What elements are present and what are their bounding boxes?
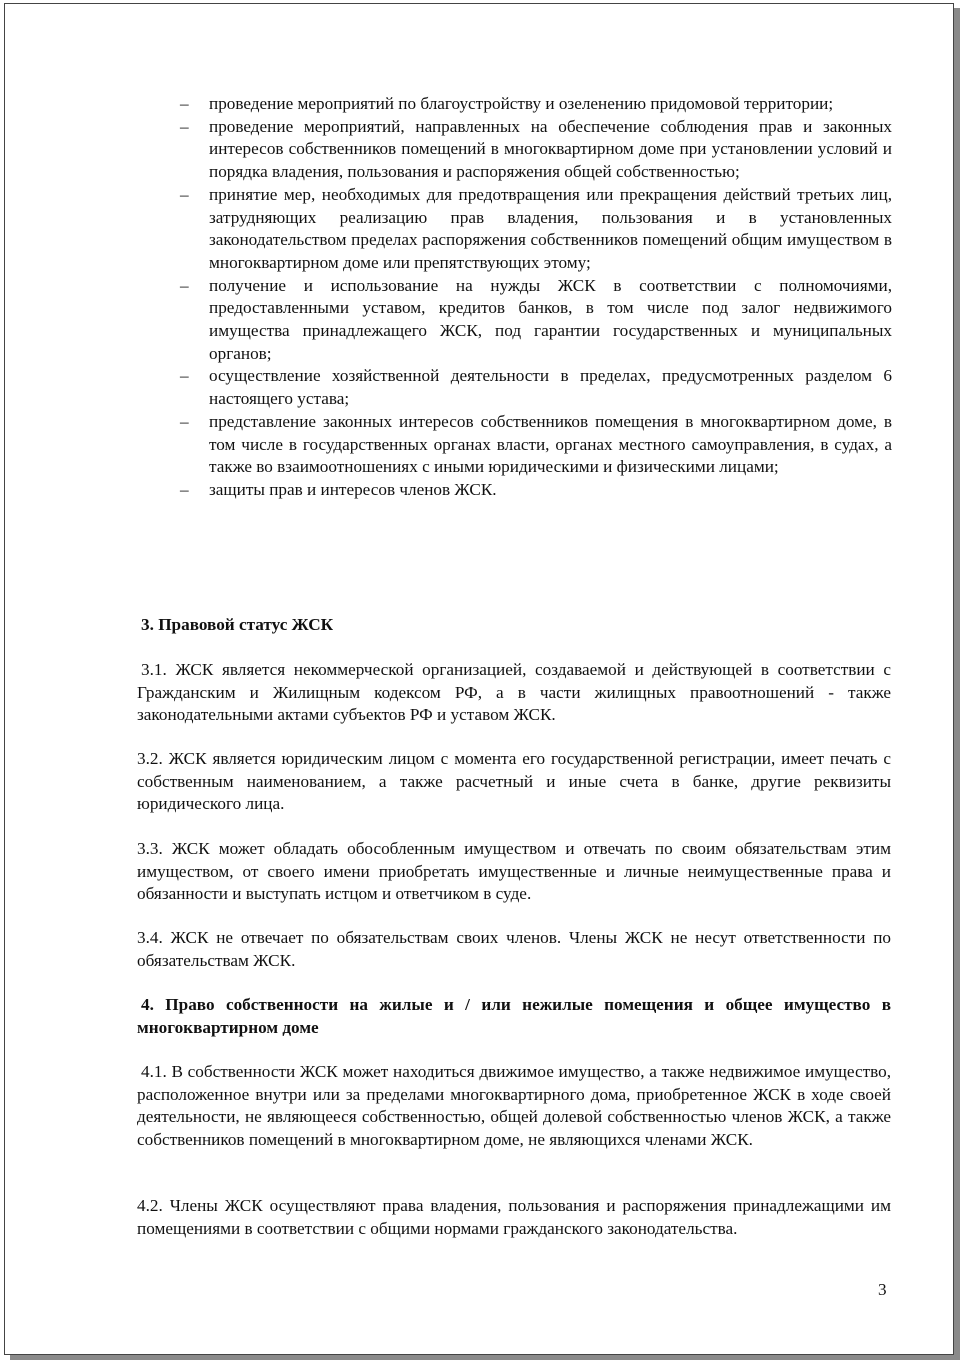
- section-4-heading: 4. Право собственности на жилые и / или нежилые помещения и общее имущество в многоквартирном доме: [137, 995, 891, 1037]
- list-item-text: проведение мероприятий по благоустройству и озеленению придомовой территории;: [209, 94, 834, 113]
- list-item: [172, 116, 892, 184]
- bullet-list: [172, 93, 892, 502]
- list-item-text: осуществление хозяйственной деятельности в пределах, предусмотренных разделом 6 настоящего устава;: [209, 366, 892, 409]
- paragraph-4-2: 4.2. Члены ЖСК осуществляют права владения, пользования и распоряжения принадлежащими им помещениями в соответствии с общими нормами гражданского законодательства.: [137, 1196, 891, 1238]
- dash-bullet-icon: –: [180, 366, 189, 386]
- dash-bullet-icon: –: [180, 479, 189, 499]
- paragraph-3-3: 3.3. ЖСК может обладать обособленным имуществом и отвечать по своим обязательствам этим имуществом, от своего имени приобретать имущественные и личные неимущественные права и обязанности и выступать истцом и ответчиком в суде.: [137, 839, 891, 904]
- list-item: [172, 365, 892, 410]
- dash-bullet-icon: –: [180, 184, 189, 204]
- paragraph-3-4: 3.4. ЖСК не отвечает по обязательствам своих членов. Члены ЖСК не несут ответственности по обязательствам ЖСК.: [137, 928, 891, 970]
- list-item: [172, 479, 892, 502]
- dash-bullet-icon: –: [180, 94, 189, 113]
- list-item: [172, 184, 892, 275]
- paragraph-3-2: 3.2. ЖСК является юридическим лицом с момента его государственной регистрации, имеет печать с собственным наименованием, а также расчетный и иные счета в банке, другие реквизиты юридического лица.: [137, 749, 891, 814]
- list-item: [172, 93, 892, 116]
- list-item-text: принятие мер, необходимых для предотвращения или прекращения действий третьих лиц, затрудняющих реализацию прав владения, пользования и в установленных законодательством пределах распоряжения собственников помещений общим имуществом в многоквартирном доме или препятствующих этому;: [209, 184, 892, 272]
- list-item-text: защиты прав и интересов членов ЖСК.: [209, 479, 497, 499]
- section-3-heading: 3. Правовой статус ЖСК: [141, 615, 334, 634]
- dash-bullet-icon: –: [180, 275, 189, 295]
- list-item-text: проведение мероприятий, направленных на обеспечение соблюдения прав и законных интересов собственников помещений в многоквартирном доме при установлении условий и порядка владения, пользования и распоряжения общей собственностью;: [209, 116, 892, 182]
- paragraph-4-1: 4.1. В собственности ЖСК может находиться движимое имущество, а также недвижимое имущество, расположенное внутри или за пределами многоквартирного дома, приобретенное ЖСК в ходе своей деятельности, не являющееся собственностью, общей долевой собственностью членов ЖСК, а также собственников помещений в многоквартирном доме, не являющихся членами ЖСК.: [137, 1062, 891, 1150]
- list-item: [172, 275, 892, 366]
- page-shadow-right: [954, 8, 960, 1360]
- page-number: 3: [878, 1280, 887, 1299]
- dash-bullet-icon: –: [180, 411, 189, 431]
- page-shadow-bottom: [10, 1355, 960, 1360]
- list-item-text: представление законных интересов собственников помещения в многоквартирном доме, в том числе в государственных органах власти, органах местного самоуправления, в судах, а также во взаимоотношениях с иными юридическими и физическими лицами;: [209, 411, 892, 477]
- dash-bullet-icon: –: [180, 116, 189, 136]
- list-item-text: получение и использование на нужды ЖСК в соответствии с полномочиями, предоставленными уставом, кредитов банков, в том числе под залог недвижимого имущества принадлежащего ЖСК, под гарантии государственных и муниципальных органов;: [209, 275, 892, 363]
- paragraph-3-1: 3.1. ЖСК является некоммерческой организацией, создаваемой и действующей в соответствии с Гражданским и Жилищным кодексом РФ, а в части жилищных правоотношений - также законодательными актами субъектов РФ и уставом ЖСК.: [137, 660, 891, 725]
- list-item: [172, 411, 892, 479]
